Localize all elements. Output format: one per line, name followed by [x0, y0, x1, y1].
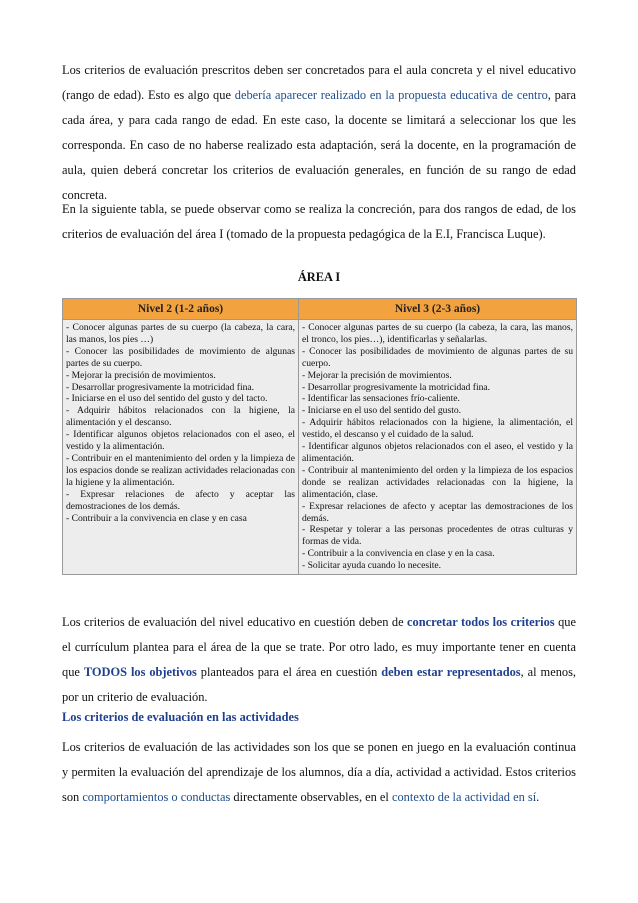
section-heading: Los criterios de evaluación en las actividades: [62, 710, 299, 724]
criteria-table: [62, 298, 577, 575]
criterion-item: - Conocer algunas partes de su cuerpo (la cabeza, la cara, las manos, los pies …): [66, 322, 295, 345]
criterion-item: - Mejorar la precisión de movimientos.: [302, 369, 452, 381]
emphasis-todos-objetivos: TODOS los objetivos: [83, 665, 197, 679]
criterion-item: - Solicitar ayuda cuando lo necesite.: [302, 560, 442, 572]
criterion-item: - Iniciarse en el uso del sentido del gusto.: [302, 405, 462, 417]
criterion-item: - Expresar relaciones de afecto y aceptar las demostraciones de los demás.: [302, 500, 573, 524]
highlight-contexto: contexto de la actividad en sí: [391, 790, 537, 804]
intro-text-continued: , para cada área, y para cada rango de edad. En este caso, la docente se limitará a seleccionar los que les corresponda. En caso de no haberse realizado esta adaptación, será la docente, en la programación de aula, quien deberá concretar los criterios de evaluación generales, en función de su rango de edad concreta.: [62, 88, 577, 202]
criteria-nivel-3: [299, 320, 577, 575]
table-title: ÁREA I: [297, 270, 341, 284]
criterion-item: - Contribuir a la convivencia en clase y en la casa.: [302, 548, 495, 560]
criterion-item: - Respetar y tolerar a las personas procedentes de otras culturas y formas de vida.: [302, 524, 573, 548]
criterion-item: - Identificar algunos objetos relacionados con el aseo, el vestido y la alimentación.: [66, 429, 295, 453]
body-text: Los criterios de evaluación de las actividades son los que se ponen en juego en la evaluación continua y permiten la evaluación del aprendizaje de los alumnos, día a día, actividad a actividad. Estos criterios son: [62, 740, 576, 804]
criterion-item: - Desarrollar progresivamente la motricidad fina.: [302, 381, 491, 393]
criterion-item: - Desarrollar progresivamente la motricidad fina.: [66, 381, 255, 393]
criterion-item: - Contribuir a la convivencia en clase y en casa: [66, 512, 247, 524]
table-body-row: [63, 320, 577, 575]
criterion-item: - Contribuir al mantenimiento del orden y la limpieza de los espacios donde se realizan actividades relacionadas con la higiene, la alimentación, clase.: [302, 464, 573, 500]
body-text: directamente observables, en el: [230, 790, 392, 804]
criterion-item: - Conocer algunas partes de su cuerpo (la cabeza, la cara, las manos, el tronco, los pies…), identificarlas y señalarlas.: [302, 322, 573, 345]
header-nivel-2: Nivel 2 (1-2 años): [63, 299, 299, 320]
body-text: que el currículum plantea para el área de la que se trate. Por otro lado, es muy importante tener en cuenta que: [62, 615, 576, 679]
criterion-item: - Identificar algunos objetos relacionados con el aseo, el vestido y la alimentación.: [302, 441, 573, 464]
intro-paragraph-2: En la siguiente tabla, se puede observar como se realiza la concreción, para dos rangos de edad, de los criterios de evaluación del área I (tomado de la propuesta pedagógica de la E.I, Francisca Luque).: [62, 202, 576, 241]
criteria-nivel-2: [63, 320, 299, 575]
emphasis-representados: deben estar representados: [381, 665, 521, 679]
body-text: Los criterios de evaluación del nivel educativo en cuestión deben de: [62, 615, 408, 629]
criterion-item: - Adquirir hábitos relacionados con la higiene, la alimentación, el vestido, el descanso y el cuidado de la salud.: [302, 417, 573, 441]
emphasis-concretar: concretar todos los criterios: [407, 615, 555, 629]
after-table-paragraph: [62, 610, 576, 710]
body-text: , al menos, por un criterio de evaluación.: [62, 665, 577, 704]
criterion-item: - Expresar relaciones de afecto y aceptar las demostraciones de los demás.: [66, 488, 295, 512]
header-nivel-3: Nivel 3 (2-3 años): [299, 299, 577, 320]
body-text: planteados para el área en cuestión: [196, 665, 382, 679]
intro-text: Los criterios de evaluación prescritos deben ser concretados para el aula concreta y el nivel educativo (rango de edad). Esto es algo que: [62, 63, 576, 102]
criterion-item: - Mejorar la precisión de movimientos.: [66, 369, 216, 381]
highlight-comportamientos: comportamientos o conductas: [82, 790, 231, 804]
intro-paragraph-1: [62, 58, 576, 208]
criterion-item: - Identificar las sensaciones frío-caliente.: [302, 393, 460, 405]
criterion-item: - Adquirir hábitos relacionados con la higiene, la alimentación y el descanso.: [66, 405, 295, 429]
criterion-item: - Conocer las posibilidades de movimiento de algunas partes de su cuerpo.: [302, 345, 573, 369]
activities-paragraph: [62, 735, 576, 810]
table-header-row: [63, 299, 577, 320]
criterion-item: - Contribuir en el mantenimiento del orden y la limpieza de los espacios donde se realizan actividades relacionadas con la higiene y la alimentación.: [66, 452, 295, 488]
highlight-propuesta-centro: debería aparecer realizado en la propuesta educativa de centro: [234, 88, 548, 102]
body-text: .: [536, 790, 540, 804]
criterion-item: - Conocer las posibilidades de movimiento de algunas partes de su cuerpo.: [66, 345, 295, 369]
criterion-item: - Iniciarse en el uso del sentido del gusto y del tacto.: [66, 393, 268, 405]
